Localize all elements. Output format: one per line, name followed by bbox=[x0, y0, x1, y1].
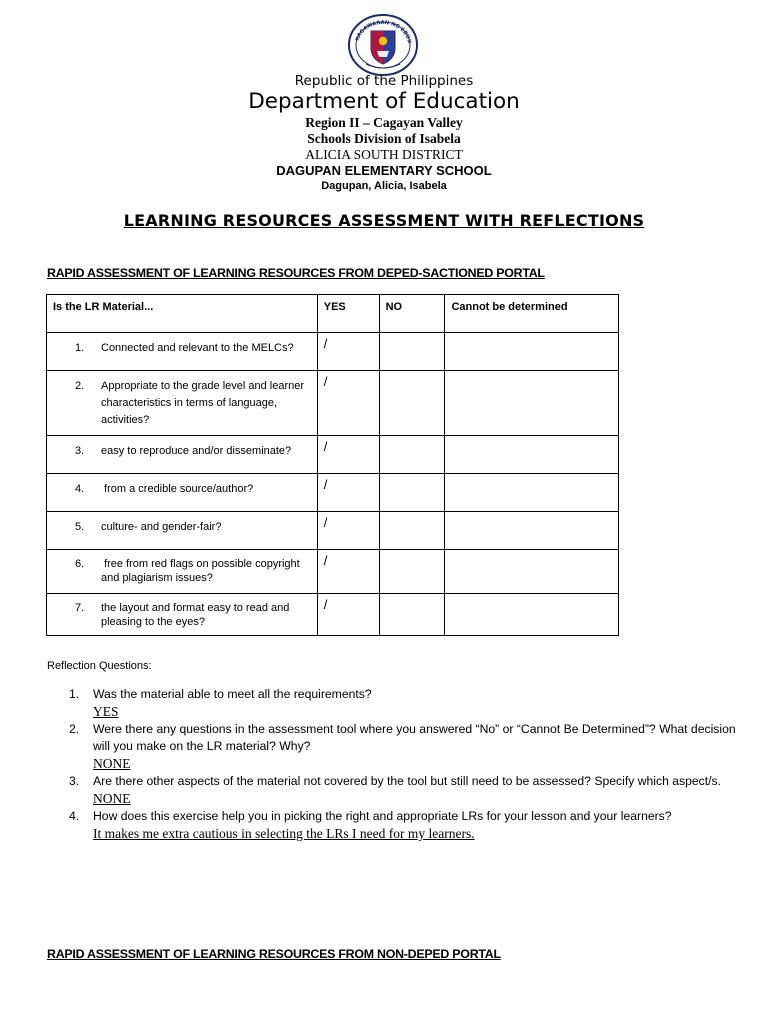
no-cell bbox=[379, 333, 445, 371]
item-number: 6. bbox=[75, 558, 85, 570]
yes-mark: / bbox=[323, 374, 328, 389]
table-row bbox=[47, 512, 619, 550]
reflection-questions-label: Reflection Questions: bbox=[47, 660, 152, 672]
yes-mark: / bbox=[323, 597, 328, 612]
item-text: Connected and relevant to the MELCs? bbox=[101, 342, 294, 354]
column-header-no: NO bbox=[379, 295, 445, 333]
column-header-cannot-determine: Cannot be determined bbox=[445, 295, 619, 333]
table-row bbox=[47, 371, 619, 436]
item-text: the layout and format easy to read and pleasing to the eyes? bbox=[101, 602, 290, 628]
question-number: 3. bbox=[69, 774, 80, 788]
republic-text: Republic of the Philippines bbox=[294, 73, 474, 89]
question-number: 2. bbox=[69, 722, 80, 736]
answer-text: NONE bbox=[93, 791, 131, 806]
cbd-cell bbox=[445, 371, 619, 436]
assessment-table bbox=[46, 294, 619, 636]
region-text: Region II – Cagayan Valley bbox=[305, 115, 463, 130]
question-text: How does this exercise help you in picking the right and appropriate LRs for your lesson and your learners? bbox=[93, 809, 672, 823]
deped-seal-icon bbox=[346, 14, 420, 76]
district-text: ALICIA SOUTH DISTRICT bbox=[305, 147, 463, 162]
answer-text: YES bbox=[93, 704, 119, 719]
item-number: 1. bbox=[75, 342, 85, 354]
cbd-cell bbox=[445, 436, 619, 474]
table-row bbox=[47, 333, 619, 371]
division-text: Schools Division of Isabela bbox=[307, 131, 461, 146]
list-item bbox=[47, 773, 737, 808]
reflection-question-list bbox=[47, 686, 737, 843]
item-text: easy to reproduce and/or disseminate? bbox=[101, 445, 292, 457]
question-number: 4. bbox=[69, 809, 80, 823]
item-text: from a credible source/author? bbox=[101, 483, 254, 495]
department-name: Department of Education bbox=[248, 89, 520, 114]
no-cell bbox=[379, 512, 445, 550]
yes-mark: / bbox=[323, 515, 328, 530]
item-number: 4. bbox=[75, 483, 85, 495]
cbd-cell bbox=[445, 474, 619, 512]
list-item bbox=[47, 721, 737, 773]
question-text: Are there other aspects of the material not covered by the tool but still need to be assessed? Specify which aspect/s. bbox=[93, 774, 722, 788]
section-heading-deped-portal: RAPID ASSESSMENT OF LEARNING RESOURCES FROM DEPED-SACTIONED PORTAL bbox=[47, 266, 545, 280]
item-text: free from red flags on possible copyright and plagiarism issues? bbox=[101, 558, 303, 584]
school-name: DAGUPAN ELEMENTARY SCHOOL bbox=[276, 163, 492, 178]
item-number: 5. bbox=[75, 521, 85, 533]
answer-text: NONE bbox=[93, 756, 131, 771]
no-cell bbox=[379, 474, 445, 512]
item-number: 2. bbox=[75, 380, 85, 392]
yes-mark: / bbox=[323, 439, 328, 454]
table-row bbox=[47, 594, 619, 636]
yes-mark: / bbox=[323, 477, 328, 492]
answer-text: It makes me extra cautious in selecting the LRs I need for my learners. bbox=[93, 826, 475, 841]
table-row bbox=[47, 474, 619, 512]
column-header-material: Is the LR Material... bbox=[47, 295, 318, 333]
no-cell bbox=[379, 594, 445, 636]
cbd-cell bbox=[445, 333, 619, 371]
no-cell bbox=[379, 371, 445, 436]
seal-ring-text: KAGAWARAN NG EDUK bbox=[354, 19, 412, 44]
item-number: 7. bbox=[75, 602, 85, 614]
item-text: culture- and gender-fair? bbox=[101, 521, 222, 533]
question-number: 1. bbox=[69, 687, 80, 701]
no-cell bbox=[379, 436, 445, 474]
item-text: Appropriate to the grade level and learner characteristics in terms of language, activities? bbox=[101, 380, 305, 426]
table-row bbox=[47, 550, 619, 594]
cbd-cell bbox=[445, 550, 619, 594]
cbd-cell bbox=[445, 512, 619, 550]
cbd-cell bbox=[445, 594, 619, 636]
question-text: Were there any questions in the assessment tool where you answered “No” or “Cannot Be Determined”? What decision will you make on the LR material? Why? bbox=[93, 722, 736, 753]
table-row bbox=[47, 436, 619, 474]
item-number: 3. bbox=[75, 445, 85, 457]
document-title: LEARNING RESOURCES ASSESSMENT WITH REFLECTIONS bbox=[123, 211, 645, 230]
no-cell bbox=[379, 550, 445, 594]
table-header-row bbox=[47, 295, 619, 333]
question-text: Was the material able to meet all the requirements? bbox=[93, 687, 372, 701]
section-heading-non-deped-portal: RAPID ASSESSMENT OF LEARNING RESOURCES FROM NON-DEPED PORTAL bbox=[47, 947, 501, 961]
list-item bbox=[47, 686, 737, 721]
yes-mark: / bbox=[323, 553, 328, 568]
list-item bbox=[47, 808, 737, 843]
yes-mark: / bbox=[323, 336, 328, 351]
school-address: Dagupan, Alicia, Isabela bbox=[321, 180, 447, 192]
column-header-yes: YES bbox=[317, 295, 379, 333]
